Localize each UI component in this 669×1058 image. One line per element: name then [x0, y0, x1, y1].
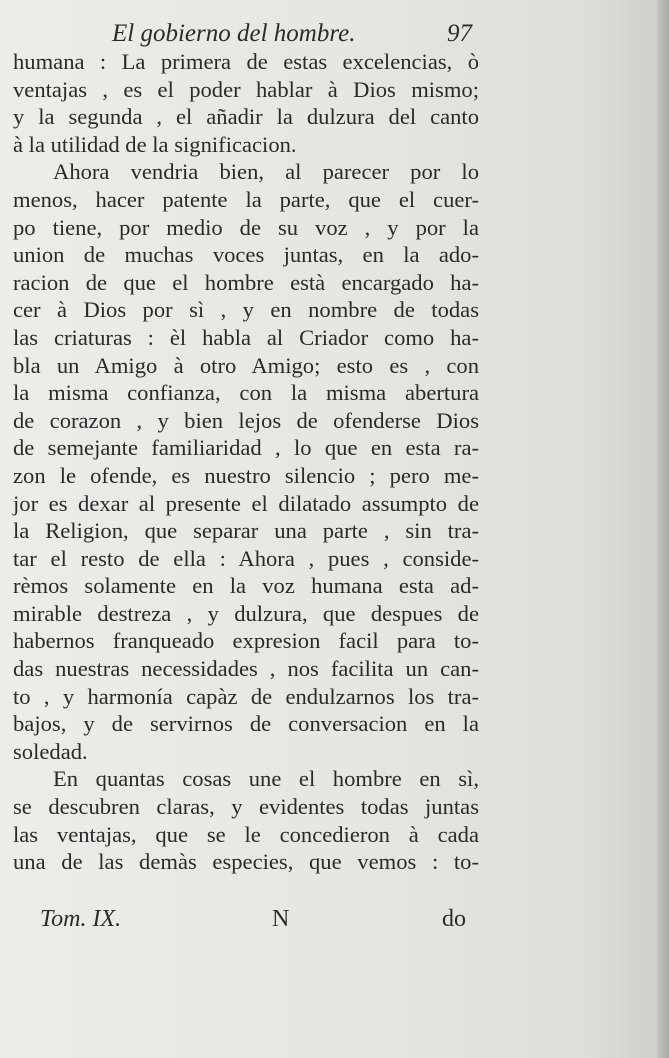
text-line: rèmos solamente en la voz humana esta ad- [13, 573, 479, 599]
text-line: ventajas , es el poder hablar à Dios mismo; [13, 76, 479, 102]
text-line: se descubren claras, y evidentes todas juntas [13, 794, 479, 820]
gathering-mark: N [272, 906, 290, 932]
text-line: menos, hacer patente la parte, que el cuer- [13, 186, 479, 212]
text-line: humana : La primera de estas excelencias, ò [13, 49, 479, 74]
text-line: cer à Dios por sì , y en nombre de todas [13, 297, 479, 323]
text-line: bajos, y de servirnos de conversacion en la [13, 711, 479, 737]
text-line: las ventajas, que se le concedieron à cada [13, 821, 479, 847]
text-line: po tiene, por medio de su voz , y por la [13, 214, 479, 240]
text-line: de semejante familiaridad , lo que en esta ra- [13, 435, 479, 461]
text-line: das nuestras necessidades , nos facilita un can- [13, 656, 479, 682]
text-line: la misma confianza, con la misma abertura [13, 380, 479, 406]
volume-signature: Tom. IX. [40, 906, 122, 932]
text-line: la Religion, que separar una parte , sin tra- [13, 518, 479, 544]
text-line: y la segunda , el añadir la dulzura del canto [13, 104, 479, 130]
catchword: do [442, 906, 466, 932]
running-title: El gobierno del hombre. [112, 20, 356, 47]
text-line: Ahora vendria bien, al parecer por lo [53, 159, 479, 185]
text-line: mirable destreza , y dulzura, que despues de [13, 600, 479, 626]
text-line: racion de que el hombre està encargado ha- [13, 269, 479, 295]
text-line: à la utilidad de la significacion. [13, 131, 297, 157]
page-edge [657, 0, 669, 1058]
text-line: bla un Amigo à otro Amigo; esto es , con [13, 352, 479, 378]
text-line: las criaturas : èl habla al Criador como ha- [13, 324, 479, 350]
text-line: tar el resto de ella : Ahora , pues , conside- [13, 545, 479, 571]
text-line: union de muchas voces juntas, en la ado- [13, 242, 479, 268]
text-line: En quantas cosas une el hombre en sì, [53, 766, 479, 792]
text-line: zon le ofende, es nuestro silencio ; pero me- [13, 462, 479, 488]
text-line: habernos franqueado expresion facil para to- [13, 628, 479, 654]
text-line: soledad. [13, 738, 88, 764]
text-line: to , y harmonía capàz de endulzarnos los tra- [13, 683, 479, 709]
text-line: una de las demàs especies, que vemos : to- [13, 849, 479, 875]
page-number: 97 [447, 20, 472, 47]
body-text [13, 48, 479, 876]
text-line: de corazon , y bien lejos de ofenderse Dios [13, 407, 479, 433]
text-line: jor es dexar al presente el dilatado assumpto de [13, 490, 479, 516]
page-footer [40, 906, 466, 938]
